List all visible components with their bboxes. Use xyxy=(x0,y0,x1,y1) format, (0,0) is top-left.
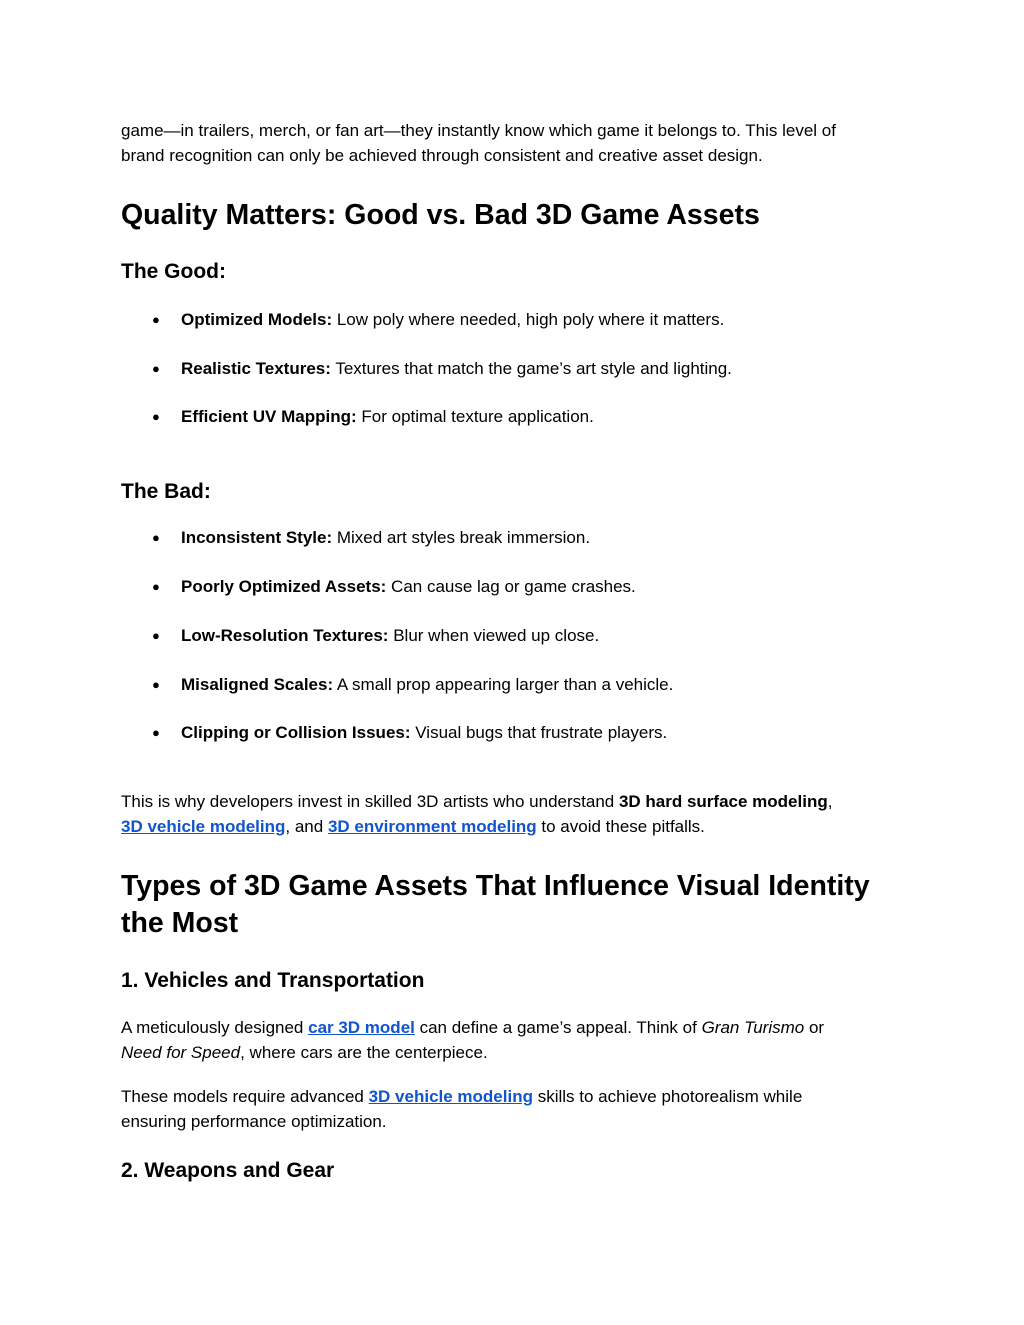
list-item xyxy=(121,624,911,648)
intro-line-2: brand recognition can only be achieved through consistent and creative asset design. xyxy=(121,145,763,165)
vehicles-text: can define a game’s appeal. Think of xyxy=(414,1018,702,1037)
list-item-text xyxy=(181,405,594,429)
types-heading: Types of 3D Game Assets That Influence Visual Identity the Most xyxy=(121,870,870,939)
vehicles-text: skills to achieve photorealism while xyxy=(532,1087,803,1106)
bullet-icon: ● xyxy=(152,312,160,327)
list-item-desc: Blur when viewed up close. xyxy=(388,626,600,645)
list-item xyxy=(121,308,911,332)
vehicles-text: , where cars are the centerpiece. xyxy=(240,1042,488,1062)
why-text: to avoid these pitfalls. xyxy=(536,816,705,836)
link-3d-vehicle-modeling[interactable]: 3D vehicle modeling xyxy=(121,816,286,836)
list-item xyxy=(121,357,911,381)
link-3d-environment-modeling[interactable]: 3D environment modeling xyxy=(327,816,537,836)
list-item xyxy=(121,721,911,745)
list-item xyxy=(121,405,911,429)
bullet-icon: ● xyxy=(152,725,160,740)
link-car-3d-model[interactable]: car 3D model xyxy=(308,1018,415,1037)
list-item-text xyxy=(181,624,599,648)
intro-paragraph xyxy=(121,119,911,168)
list-item-term: Poorly Optimized Assets: xyxy=(181,577,387,596)
weapons-heading: 2. Weapons and Gear xyxy=(121,1159,335,1182)
list-item-desc: Mixed art styles break immersion. xyxy=(332,528,591,547)
good-heading: The Good: xyxy=(121,260,226,283)
vehicles-text: A meticulously designed xyxy=(121,1018,309,1037)
list-item-desc: Can cause lag or game crashes. xyxy=(386,577,636,596)
vehicles-text: or xyxy=(804,1018,825,1037)
list-item-text xyxy=(181,721,667,745)
list-item-desc: For optimal texture application. xyxy=(356,407,594,426)
list-item-text xyxy=(181,308,724,332)
why-paragraph xyxy=(121,790,911,839)
vehicles-heading: 1. Vehicles and Transportation xyxy=(121,969,425,992)
list-item xyxy=(121,673,911,697)
why-text: , and xyxy=(285,816,328,836)
link-3d-vehicle-modeling[interactable]: 3D vehicle modeling xyxy=(368,1087,533,1106)
why-bold-term: 3D hard surface modeling xyxy=(618,792,828,811)
list-item-desc: Visual bugs that frustrate players. xyxy=(410,723,668,742)
why-text: This is why developers invest in skilled 3D artists who understand xyxy=(121,792,619,811)
intro-line-1: game—in trailers, merch, or fan art—they instantly know which game it belongs to. This level of xyxy=(121,121,836,140)
list-item xyxy=(121,526,911,550)
list-item-term: Low-Resolution Textures: xyxy=(181,626,389,645)
bullet-icon: ● xyxy=(152,530,160,545)
vehicles-text: ensuring performance optimization. xyxy=(121,1111,387,1131)
bullet-icon: ● xyxy=(152,361,160,376)
list-item-text xyxy=(181,673,673,697)
list-item-desc: Textures that match the game’s art style and lighting. xyxy=(330,359,732,378)
vehicles-paragraph-1 xyxy=(121,1016,911,1065)
why-text: , xyxy=(827,792,833,811)
list-item-term: Clipping or Collision Issues: xyxy=(181,723,411,742)
list-item-text xyxy=(181,526,590,550)
list-item-text xyxy=(181,357,732,381)
list-item-desc: A small prop appearing larger than a vehicle. xyxy=(333,675,674,694)
bullet-icon: ● xyxy=(152,579,160,594)
list-item-text xyxy=(181,575,636,599)
bullet-icon: ● xyxy=(152,409,160,424)
bad-heading: The Bad: xyxy=(121,480,211,503)
quality-heading: Quality Matters: Good vs. Bad 3D Game Assets xyxy=(121,199,760,231)
list-item-term: Inconsistent Style: xyxy=(181,528,333,547)
bullet-icon: ● xyxy=(152,628,160,643)
list-item-term: Efficient UV Mapping: xyxy=(181,407,357,426)
game-title: Gran Turismo xyxy=(701,1018,805,1037)
bullet-icon: ● xyxy=(152,677,160,692)
list-item-term: Realistic Textures: xyxy=(181,359,331,378)
vehicles-paragraph-2 xyxy=(121,1085,911,1134)
game-title: Need for Speed xyxy=(121,1042,241,1062)
list-item xyxy=(121,575,911,599)
vehicles-text: These models require advanced xyxy=(121,1087,369,1106)
list-item-term: Misaligned Scales: xyxy=(181,675,334,694)
list-item-desc: Low poly where needed, high poly where it matters. xyxy=(332,310,725,329)
list-item-term: Optimized Models: xyxy=(181,310,333,329)
